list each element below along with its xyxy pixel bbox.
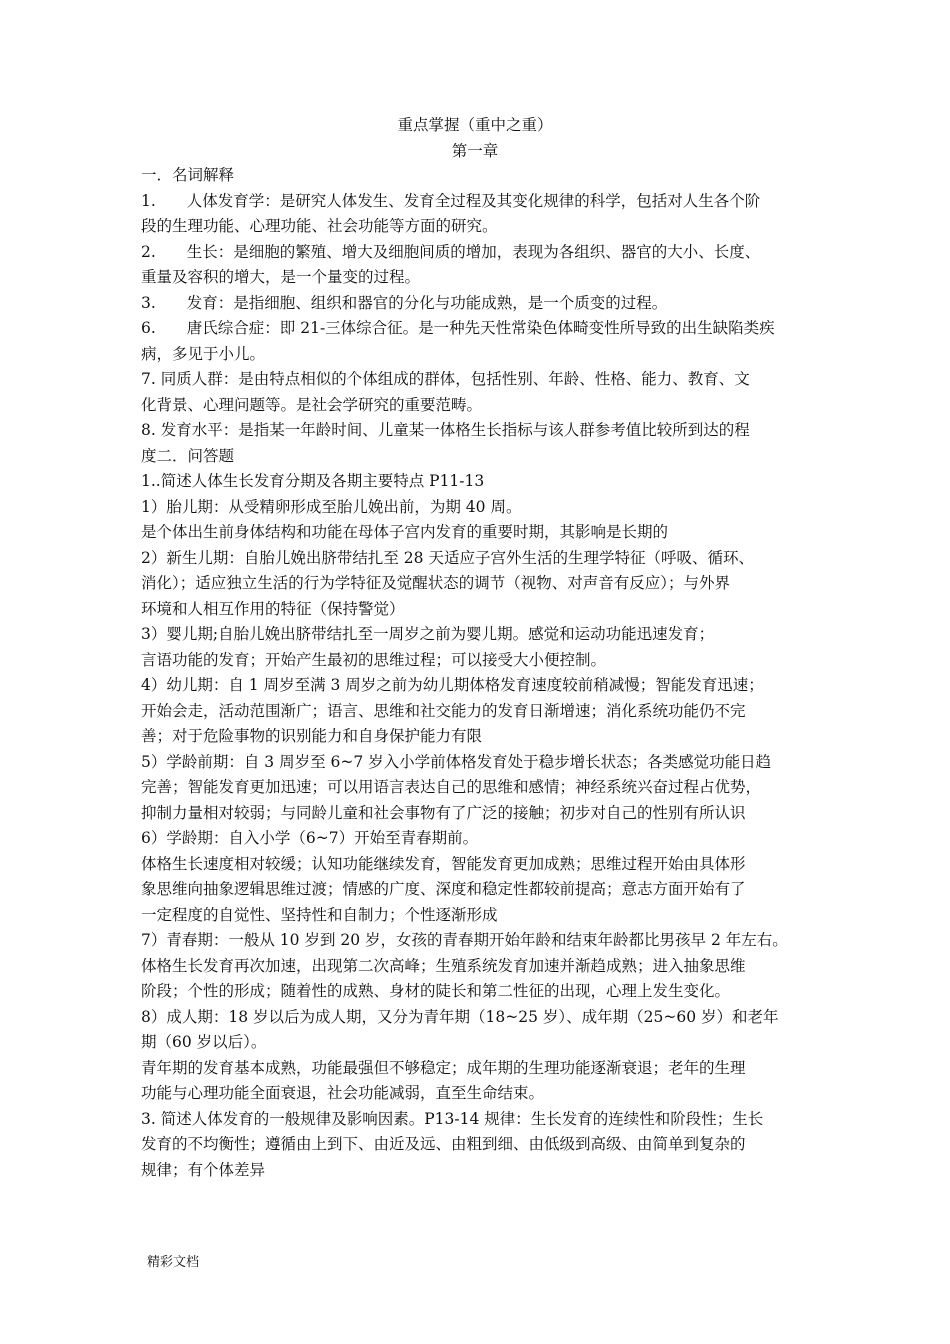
body-line: 病，多见于小儿。 <box>141 344 266 363</box>
body-line: 是个体出生前身体结构和功能在母体子宫内发育的重要时期，其影响是长期的 <box>141 523 669 541</box>
body-line: 善；对于危险事物的识别能力和自身保护能力有限 <box>141 727 483 745</box>
body-line: 7）青春期：一般从 10 岁到 20 岁，女孩的青春期开始年龄和结束年龄都比男孩早 2 年左右。 <box>141 931 788 949</box>
body-line: 8. 发育水平：是指某一年龄时间、儿童某一体格生长指标与该人群参考值比较所到达的程 <box>141 421 750 439</box>
body-line: 规律；有个体差异 <box>141 1160 266 1179</box>
body-line: 期（60 岁以后）。 <box>141 1033 267 1051</box>
body-line: 阶段；个性的形成；随着性的成熟、身材的陡长和第二性征的出现，心理上发生变化。 <box>141 982 731 1000</box>
body-line: 完善；智能发育更加迅速；可以用语言表达自己的思维和感情；神经系统兴奋过程占优势， <box>141 778 762 796</box>
footer-watermark: 精彩文档 <box>147 1255 200 1270</box>
body-line: 环境和人相互作用的特征（保持警觉） <box>141 599 405 618</box>
body-line: 一定程度的自觉性、坚持性和自制力；个性逐渐形成 <box>141 905 498 924</box>
body-line: 功能与心理功能全面衰退，社会功能减弱，直至生命结束。 <box>141 1084 545 1102</box>
body-line: 体格生长发育再次加速，出现第二次高峰；生殖系统发育加速并渐趋成熟；进入抽象思维 <box>141 956 746 975</box>
body-line: 体格生长速度相对较缓；认知功能继续发育，智能发育更加成熟；思维过程开始由具体形 <box>141 854 746 873</box>
body-line: 象思维向抽象逻辑思维过渡；情感的广度、深度和稳定性都较前提高；意志方面开始有了 <box>141 880 746 898</box>
body-line: 2）新生儿期：自胎儿娩出脐带结扎至 28 天适应子宫外生活的生理学特征（呼吸、循环、 <box>141 548 754 567</box>
body-line: 言语功能的发育；开始产生最初的思维过程；可以接受大小便控制。 <box>141 650 607 669</box>
body-line: 1）胎儿期：从受精卵形成至胎儿娩出前，为期 40 周。 <box>141 497 522 516</box>
body-line: 3. 发育：是指细胞、组织和器官的分化与功能成熟，是一个质变的过程。 <box>141 293 668 312</box>
body-line: 化背景、心理问题等。是社会学研究的重要范畴。 <box>141 395 483 414</box>
body-line: 青年期的发育基本成熟，功能最强但不够稳定；成年期的生理功能逐渐衰退；老年的生理 <box>141 1058 746 1077</box>
body-line: 3）婴儿期;自胎儿娩出脐带结扎至一周岁之前为婴儿期。感觉和运动功能迅速发育； <box>141 625 715 643</box>
body-line: 6. 唐氏综合症：即 21-三体综合征。是一种先天性常染色体畸变性所导致的出生缺陷类疾 <box>141 319 775 337</box>
body-line: 4）幼儿期：自 1 周岁至满 3 周岁之前为幼儿期体格发育速度较前稍减慢；智能发育迅速； <box>141 676 764 694</box>
body-line: 5）学龄前期：自 3 周岁至 6~7 岁入小学前体格发育处于稳步增长状态；各类感觉功能日趋 <box>141 752 772 771</box>
body-line: 1. 人体发育学：是研究人体发生、发育全过程及其变化规律的科学，包括对人生各个阶 <box>141 191 761 210</box>
document-title: 重点掌握（重中之重） <box>397 116 553 134</box>
body-line: 抑制力量相对较弱；与同龄儿童和社会事物有了广泛的接触；初步对自己的性别有所认识 <box>141 803 746 822</box>
body-line: 6）学龄期：自入小学（6~7）开始至青春期前。 <box>141 829 479 847</box>
body-line: 2. 生长：是细胞的繁殖、增大及细胞间质的增加，表现为各组织、器官的大小、长度、 <box>141 242 761 261</box>
body-line: 重量及容积的增大，是一个量变的过程。 <box>141 268 421 286</box>
question-heading: 1..简述人体生长发育分期及各期主要特点 P11-13 <box>141 472 485 490</box>
body-line: 开始会走，活动范围渐广；语言、思维和社交能力的发育日渐增速；消化系统功能仍不完 <box>141 701 746 720</box>
document-body <box>141 163 831 1183</box>
body-line: 度二．问答题 <box>141 446 235 465</box>
body-line: 消化）；适应独立生活的行为学特征及觉醒状态的调节（视物、对声音有反应）；与外界 <box>141 574 731 592</box>
section-heading-definitions: 一．名词解释 <box>141 166 235 184</box>
body-line: 发育的不均衡性；遵循由上到下、由近及远、由粗到细、由低级到高级、由简单到复杂的 <box>141 1135 746 1153</box>
chapter-heading: 第一章 <box>451 142 499 160</box>
body-line: 8）成人期：18 岁以后为成人期，又分为青年期（18~25 岁）、成年期（25~60 岁）和老年 <box>141 1007 779 1026</box>
body-line: 7. 同质人群：是由特点相似的个体组成的群体，包括性别、年龄、性格、能力、教育、文 <box>141 370 750 388</box>
body-line: 3. 简述人体发育的一般规律及影响因素。P13-14 规律：生长发育的连续性和阶段性；生长 <box>141 1109 764 1128</box>
body-line: 段的生理功能、心理功能、社会功能等方面的研究。 <box>141 217 498 235</box>
